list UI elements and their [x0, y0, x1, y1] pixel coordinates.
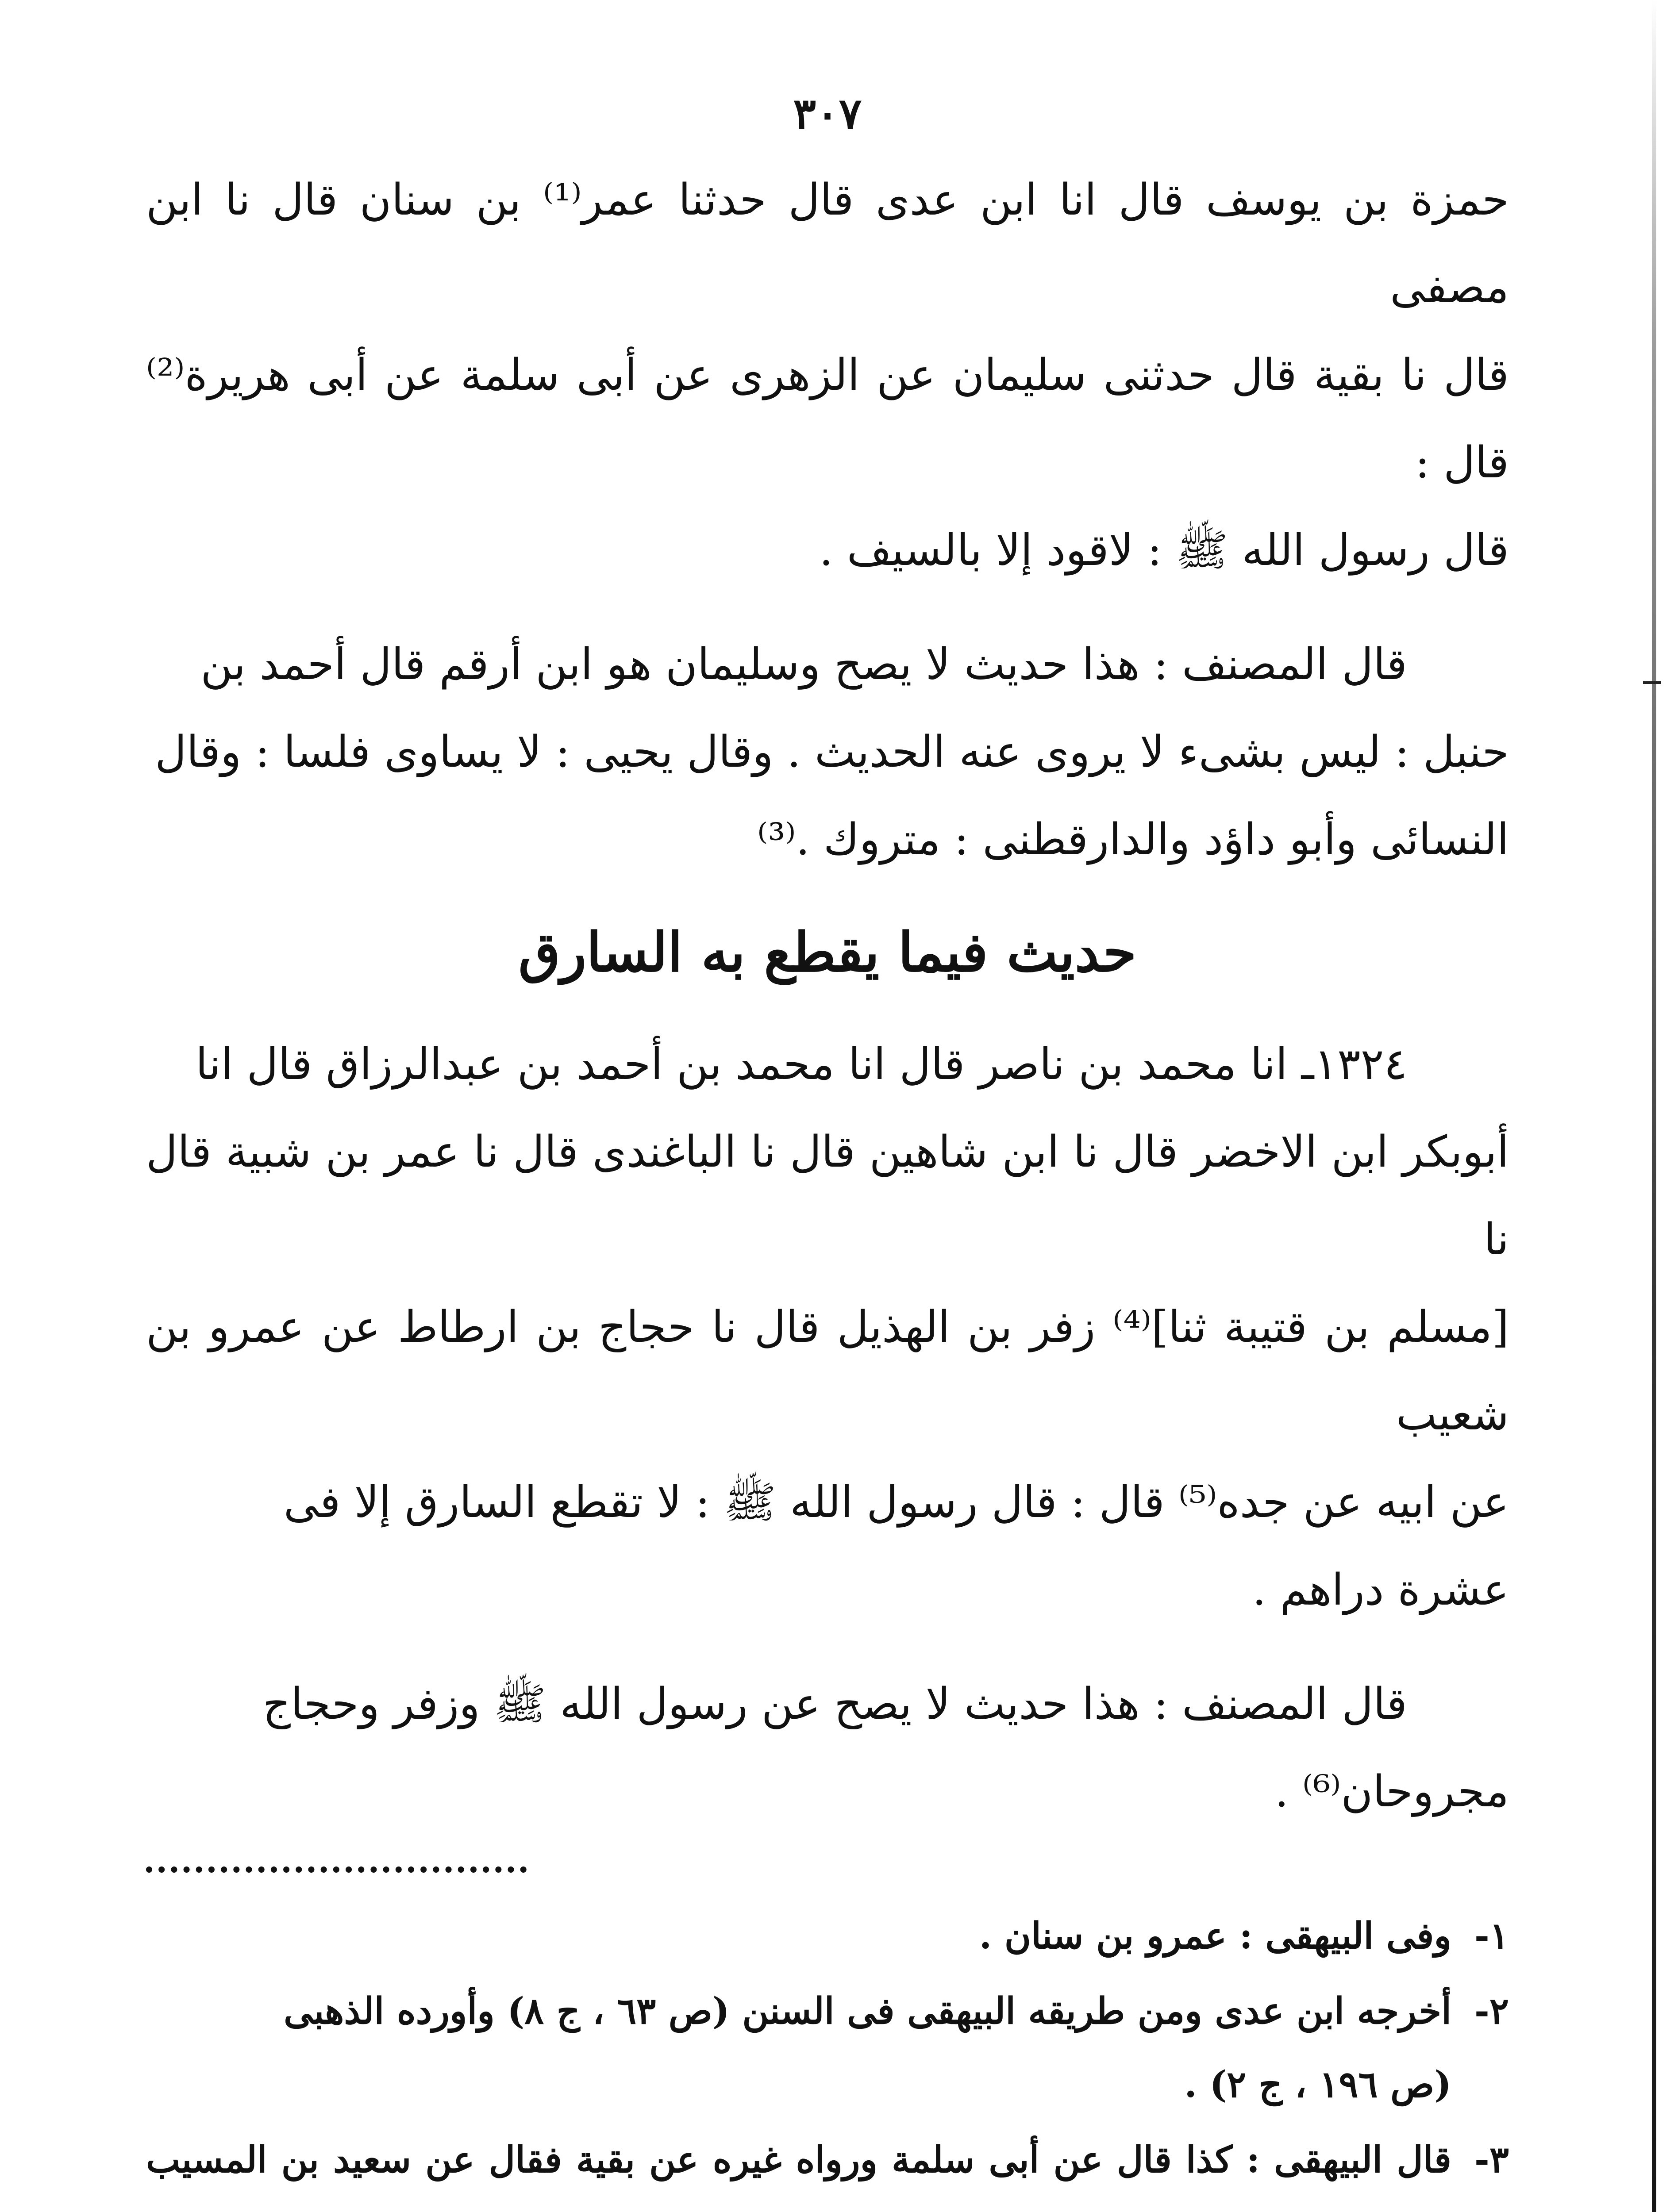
footnotes [146, 1899, 1509, 2212]
footnote-line: أخرجه ابن عدى ومن طريقه البيهقى فى السنن (ص ٦٣ ، ج ٨) وأورده الذهبى [284, 1990, 1451, 2032]
text-line: قال نا بقية قال حدثنى سليمان عن الزهرى عن أبى سلمة عن أبى هريرة⁽²⁾ قال : [146, 350, 1509, 488]
spacer [146, 1634, 1509, 1660]
page-edge-shadow [1652, 0, 1656, 2212]
paragraph-author-comment-2 [146, 1660, 1509, 1836]
paragraph-hadith-1324 [146, 1021, 1509, 1634]
text-line: عشرة دراهم . [1252, 1565, 1509, 1615]
text-line: قال المصنف : هذا حديث لا يصح عن رسول الله ﷺ وزفر وحجاج [262, 1679, 1407, 1729]
text-line: ١٣٢٤ـ انا محمد بن ناصر قال انا محمد بن أحمد بن عبدالرزاق قال انا [195, 1039, 1407, 1090]
footnote-2 [146, 1974, 1509, 2121]
footnote-number: ٢- [1474, 1990, 1509, 2032]
page-edge-mark [1643, 681, 1661, 684]
footnote-1 [146, 1899, 1509, 1973]
text-line: أبوبكر ابن الاخضر قال نا ابن شاهين قال نا الباغندى قال نا عمر بن شبية قال نا [146, 1127, 1509, 1265]
text-line: النسائى وأبو داؤد والدارقطنى : متروك .⁽³⁾ [757, 814, 1509, 865]
footnote-separator [146, 1866, 527, 1873]
footnote-line: وفى البيهقى : عمرو بن سنان . [979, 1915, 1451, 1957]
paragraph-hadith-qawad [146, 156, 1509, 594]
text-line: قال رسول الله ﷺ : لاقود إلا بالسيف . [819, 525, 1509, 576]
footnote-line: قال البيهقى : كذا قال عن أبى سلمة ورواه غيره عن بقية فقال عن سعيد بن المسيب [146, 2139, 1451, 2181]
text-line: حنبل : ليس بشىء لا يروى عنه الحديث . وقال يحيى : لا يساوى فلسا : وقال [155, 727, 1509, 777]
text-line: قال المصنف : هذا حديث لا يصح وسليمان هو ابن أرقم قال أحمد بن [200, 639, 1407, 690]
spacer [146, 594, 1509, 621]
footnote-text [146, 2123, 1451, 2212]
paragraph-author-comment-1 [146, 621, 1509, 883]
footnote-text [146, 1899, 1451, 1973]
footnote-3 [146, 2123, 1509, 2212]
footnote-text [146, 1974, 1451, 2121]
text-line: مجروحان⁽⁶⁾ . [1274, 1767, 1509, 1817]
book-page [146, 88, 1509, 2212]
footnote-number: ٣- [1474, 2139, 1509, 2181]
text-line: عن ابيه عن جده⁽⁵⁾ قال : قال رسول الله ﷺ : لا تقطع السارق إلا فى [283, 1477, 1509, 1528]
text-line: [مسلم بن قتيبة ثنا]⁽⁴⁾ زفر بن الهذيل قال نا حجاج بن ارطاط عن عمرو بن شعيب [146, 1302, 1509, 1440]
footnote-number: ١- [1474, 1915, 1509, 1957]
footnote-line: (ص ١٩٦ ، ج ٢) . [1184, 2063, 1451, 2106]
page-number: ٣٠٧ [793, 88, 862, 138]
section-title: حديث فيما يقطع به السارق [518, 920, 1137, 984]
text-line: حمزة بن يوسف قال انا ابن عدى قال حدثنا عمر⁽¹⁾ بن سنان قال نا ابن مصفى [146, 175, 1509, 313]
